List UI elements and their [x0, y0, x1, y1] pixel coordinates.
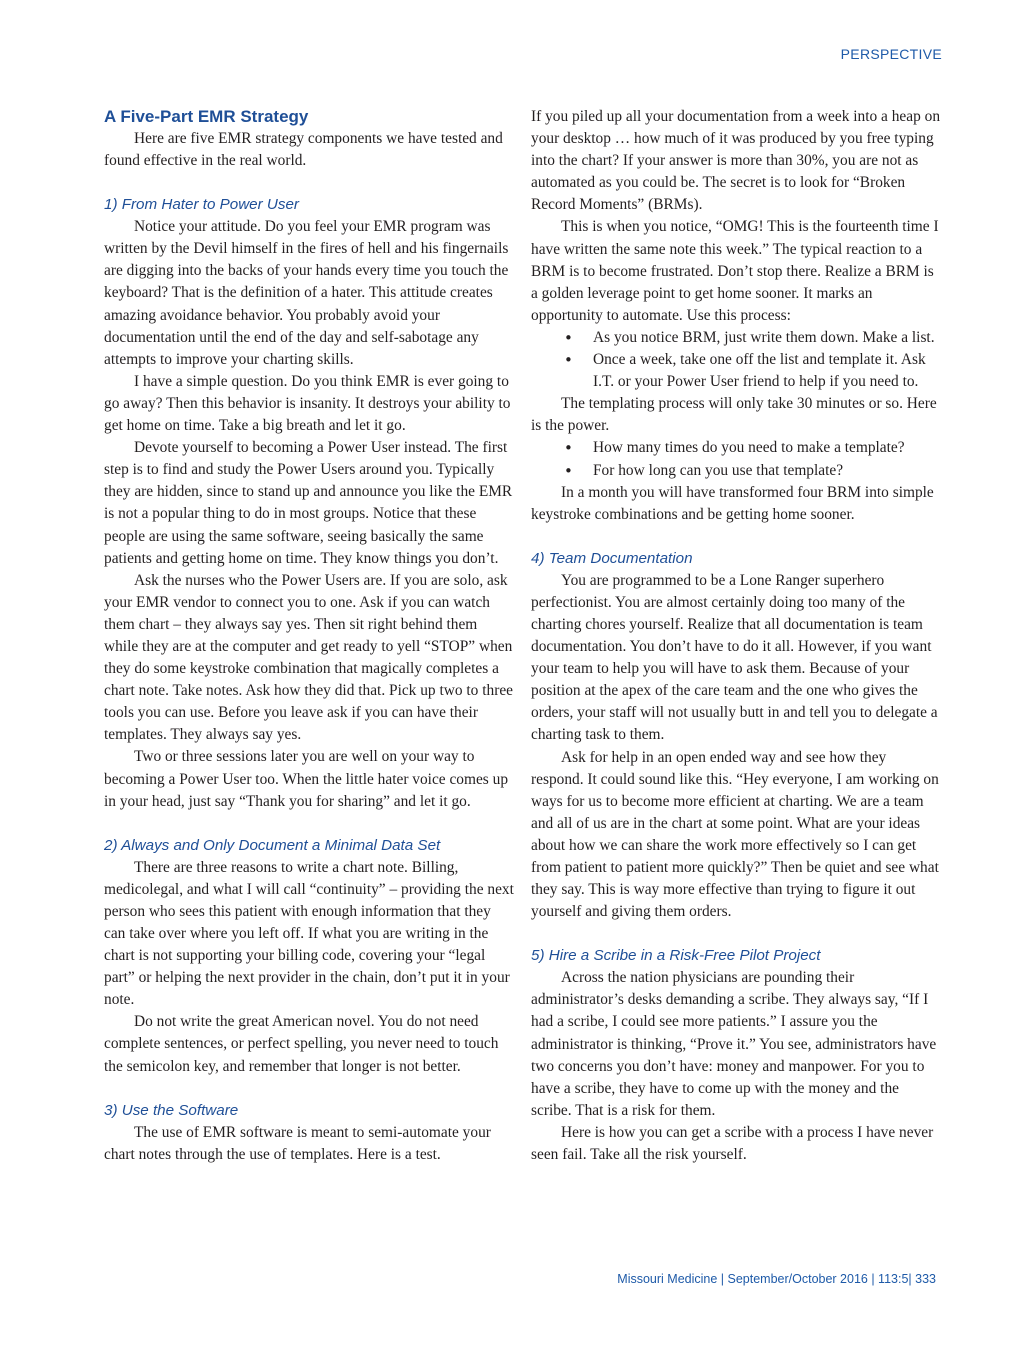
paragraph: Here is how you can get a scribe with a process I have never seen fail. Take all the risk yourself.: [531, 1123, 934, 1164]
paragraph: Two or three sessions later you are well on your way to becoming a Power User too. When the little hater voice comes up in your head, just say “Thank you for sharing” and let it go.: [104, 748, 509, 810]
paragraph: I have a simple question. Do you think EMR is ever going to go away? Then this behavior is insanity. It destroys your ability to get home on time. Take a big breath and let it go.: [104, 372, 511, 435]
paragraph: Do not write the great American novel. You do not need complete sentences, or perfect spelling, you never need to touch the semicolon key, and remember that longer is not better.: [104, 1013, 499, 1075]
list-item: • How many times do you need to make a template?: [593, 437, 941, 459]
paragraph: If you piled up all your documentation from a week into a heap on your desktop … how much of it was produced by you free typing into the chart? If your answer is more than 30%, you are not as automated as you could be. The secret is to look for “Broken Record Moments” (BRMs).: [531, 108, 941, 214]
paragraph: Devote yourself to becoming a Power User instead. The first step is to find and study the Power Users around you. Typically they are hidden, since to stand up and announce you like the EMR is not a popular thing to do in most groups. Notice that these people are using the same software, seeing basically the same patients and getting home on time. They know things you don’t.: [104, 439, 513, 567]
paragraph: Ask the nurses who the Power Users are. If you are solo, ask your EMR vendor to connect you to one. Ask if you can watch them chart – they always say yes. Then sit right behind them while they are at the computer and get ready to yell “STOP” when they do some keystroke combination that magically completes a chart note. Take notes. Ask how they did that. Pick up two to three tools you can use. Before you leave ask if you can have their templates. They always say yes.: [104, 571, 513, 744]
heading-team-documentation: 4) Team Documentation: [531, 549, 693, 567]
heading-minimal-data-set: 2) Always and Only Document a Minimal Data Set: [104, 836, 441, 854]
list-item: • Once a week, take one off the list and template it. Ask I.T. or your Power User friend to help if you need to.: [593, 349, 941, 393]
paragraph: There are three reasons to write a chart note. Billing, medicolegal, and what I will call “continuity” – providing the next person who sees this patient with enough information that they can take over where you left off. If what you are writing in the chart is not supporting your billing code, covering your “legal part” or helping the next provider in the chain, don’t put it in your note.: [104, 858, 514, 1009]
section-label: PERSPECTIVE: [840, 46, 942, 62]
bullet-list-brm-process: [531, 327, 941, 393]
paragraph: Notice your attitude. Do you feel your EMR program was written by the Devil himself in the fires of hell and his fingernails are digging into the backs of your hands every time you touch the keyboard? That is the definition of a hater. This attitude creates amazing avoidance behavior. You probably avoid your documentation until the end of the day and self-sabotage any attempts to improve your charting skills.: [104, 218, 509, 368]
intro-paragraph: Here are five EMR strategy components we have tested and found effective in the real world.: [104, 130, 503, 170]
paragraph: Ask for help in an open ended way and see how they respond. It could sound like this. “Hey everyone, I am working on ways for us to become more efficient at charting. We are a team and all of us are in the chart at some point. What are your ideas about how we can share the work more effectively so I can get from patient to patient more quickly?” Then be quiet and see what they say. This is way more effective than trying to figure it out yourself and giving them orders.: [531, 748, 939, 921]
paragraph: The use of EMR software is meant to semi-automate your chart notes through the use of templates. Here is a test.: [104, 1123, 491, 1163]
paragraph: In a month you will have transformed four BRM into simple keystroke combinations and be getting home sooner.: [531, 483, 934, 523]
list-item: • As you notice BRM, just write them down. Make a list.: [593, 327, 941, 349]
bullet-list-power: [531, 437, 941, 481]
article-section-title: A Five-Part EMR Strategy: [104, 107, 309, 126]
heading-use-the-software: 3) Use the Software: [104, 1101, 239, 1119]
heading-hire-a-scribe: 5) Hire a Scribe in a Risk-Free Pilot Project: [531, 947, 821, 965]
paragraph: This is when you notice, “OMG! This is the fourteenth time I have written the same note this week.” The typical reaction to a BRM is to become frustrated. Don’t stop there. Realize a BRM is a golden leverage point to get home sooner. It marks an opportunity to automate. Use this process:: [531, 218, 939, 324]
paragraph: Across the nation physicians are pounding their administrator’s desks demanding a scribe. They always say, “If I had a scribe, I could see more patients.” I assure you the administrator is thinking, “Prove it.” You see, administrators have two concerns you don’t have: money and manpower. For you to have a scribe, they have to come up with the money and the scribe. That is a risk for them.: [531, 969, 937, 1119]
list-item: • For how long can you use that template?: [593, 460, 941, 482]
heading-hater-to-power-user: 1) From Hater to Power User: [104, 196, 299, 214]
left-column: [104, 106, 514, 1166]
right-column: [531, 106, 941, 1166]
paragraph: The templating process will only take 30 minutes or so. Here is the power.: [531, 395, 937, 435]
journal-citation-footer: Missouri Medicine | September/October 2016 | 113:5| 333: [617, 1272, 936, 1286]
paragraph: You are programmed to be a Lone Ranger superhero perfectionist. You are almost certainly doing too many of the charting chores yourself. Realize that all documentation is team documentation. You don’t have to do it all. However, if you want your team to help you will have to ask them. Because of your position at the apex of the care team and the one who gives the orders, your staff will not usually butt in and tell you to delegate a charting task to them.: [531, 571, 938, 744]
